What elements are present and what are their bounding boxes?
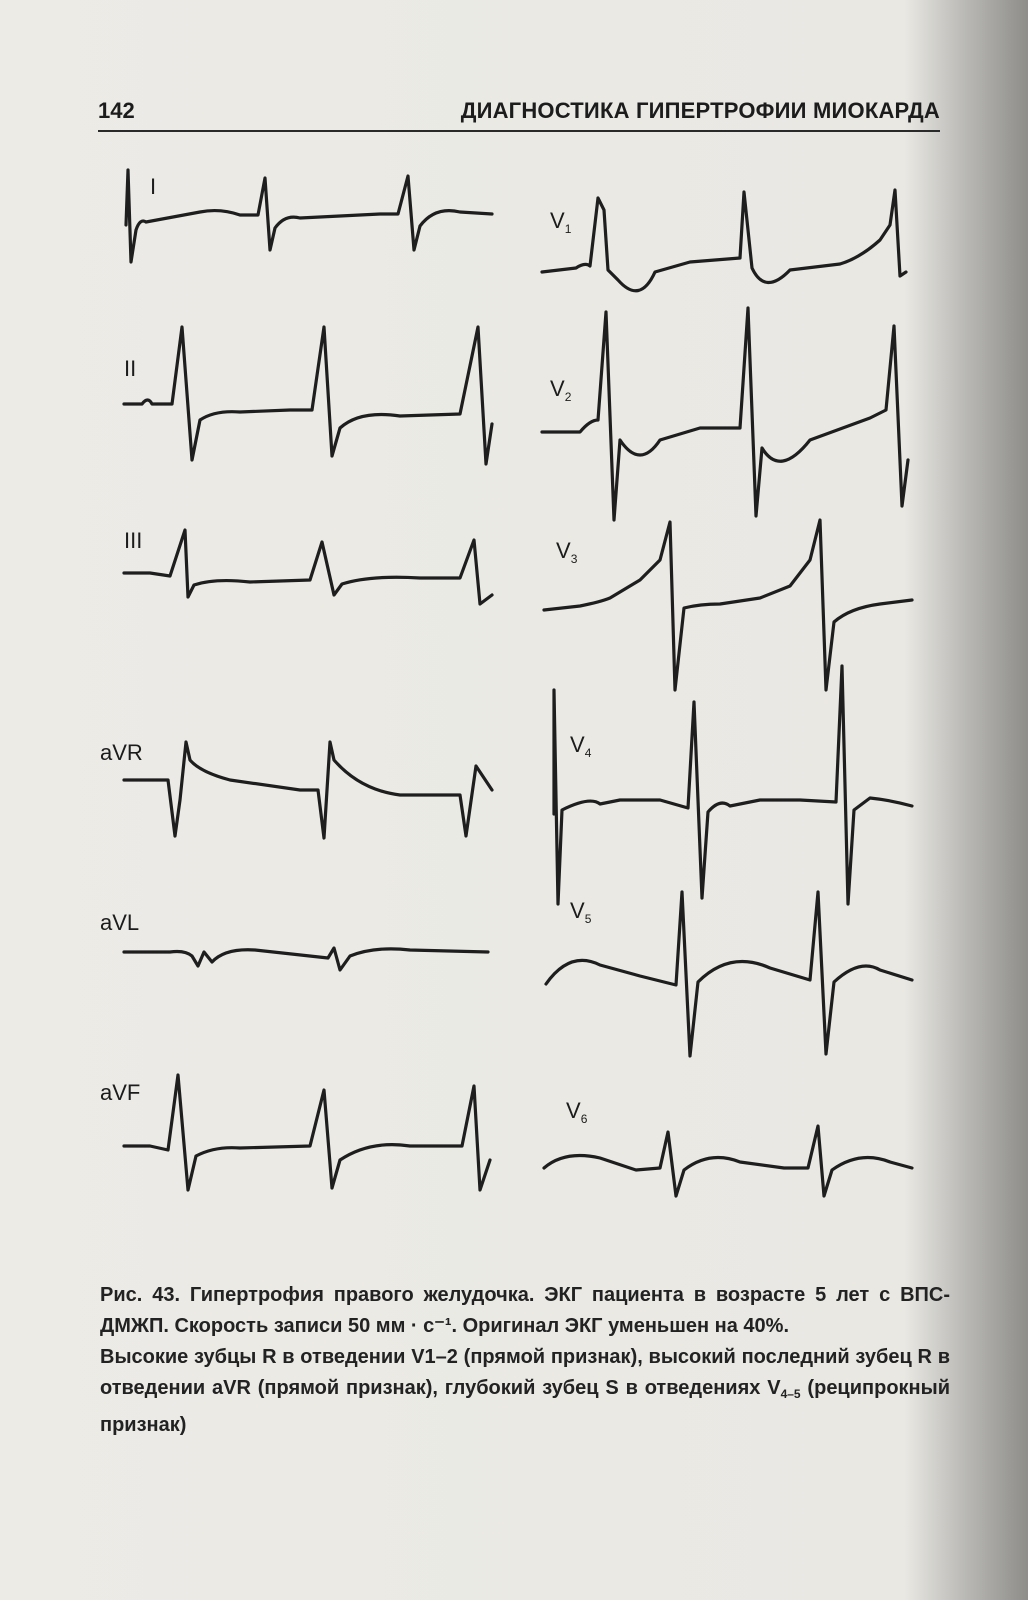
ecg-trace-lead-aVR bbox=[124, 742, 492, 838]
caption-paragraph-2-start: Высокие зубцы R в отведении V1–2 (прямой признак), высокий последний зубец R в отведении aVR (прямой признак), глубокий зубец S в отведениях V bbox=[100, 1346, 950, 1399]
lead-label-V5-base: V bbox=[570, 898, 585, 923]
ecg-trace-lead-V4 bbox=[554, 666, 912, 904]
ecg-trace-lead-V3 bbox=[544, 520, 912, 690]
caption-paragraph-2 bbox=[100, 1342, 950, 1441]
ecg-trace-lead-I bbox=[126, 170, 492, 262]
lead-label-V5-sub: 5 bbox=[584, 912, 592, 926]
lead-label-V3-sub: 3 bbox=[570, 552, 578, 566]
ecg-trace-lead-aVL bbox=[124, 948, 488, 970]
lead-label-V3 bbox=[556, 540, 577, 565]
lead-label-V1 bbox=[550, 210, 571, 235]
ecg-trace-lead-V2 bbox=[542, 308, 908, 520]
figure-caption bbox=[100, 1280, 950, 1441]
caption-paragraph-2-sub: 4–5 bbox=[780, 1387, 801, 1401]
caption-paragraph-1: Рис. 43. Гипертрофия правого желудочка. ЭКГ пациента в возрасте 5 лет с ВПС-ДМЖП. Скорость записи 50 мм · с⁻¹. Оригинал ЭКГ уменьшен на 40%. bbox=[100, 1284, 950, 1337]
lead-label-V6-sub: 6 bbox=[580, 1112, 588, 1126]
lead-label-V3-base: V bbox=[556, 538, 571, 563]
ecg-trace-lead-V1 bbox=[542, 190, 906, 291]
lead-label-V4-sub: 4 bbox=[584, 746, 592, 760]
lead-label-V4-base: V bbox=[570, 732, 585, 757]
lead-label-V6-base: V bbox=[566, 1098, 581, 1123]
lead-label-V4 bbox=[570, 734, 591, 759]
lead-label-V2-base: V bbox=[550, 376, 565, 401]
lead-label-V6 bbox=[566, 1100, 587, 1125]
lead-label-V2 bbox=[550, 378, 571, 403]
lead-label-I: I bbox=[150, 174, 157, 199]
ecg-trace-lead-aVF bbox=[124, 1075, 490, 1190]
ecg-trace-lead-V6 bbox=[544, 1126, 912, 1196]
lead-label-V5 bbox=[570, 900, 591, 925]
lead-label-V1-base: V bbox=[550, 208, 565, 233]
lead-label-V1-sub: 1 bbox=[564, 222, 572, 236]
caption-paragraph-2-end: (реципрокный признак) bbox=[100, 1377, 951, 1436]
lead-label-III: III bbox=[124, 528, 143, 553]
lead-label-aVR: aVR bbox=[100, 740, 143, 765]
page-number: 142 bbox=[98, 98, 135, 123]
ecg-trace-lead-III bbox=[124, 530, 492, 604]
lead-label-II: II bbox=[124, 356, 137, 381]
ecg-trace-lead-II bbox=[124, 327, 492, 464]
running-title: ДИАГНОСТИКА ГИПЕРТРОФИИ МИОКАРДА bbox=[460, 98, 940, 123]
lead-label-aVL: aVL bbox=[100, 910, 140, 935]
ecg-trace-lead-V5 bbox=[546, 892, 912, 1056]
lead-label-aVF: aVF bbox=[100, 1080, 141, 1105]
lead-label-V2-sub: 2 bbox=[564, 390, 572, 404]
